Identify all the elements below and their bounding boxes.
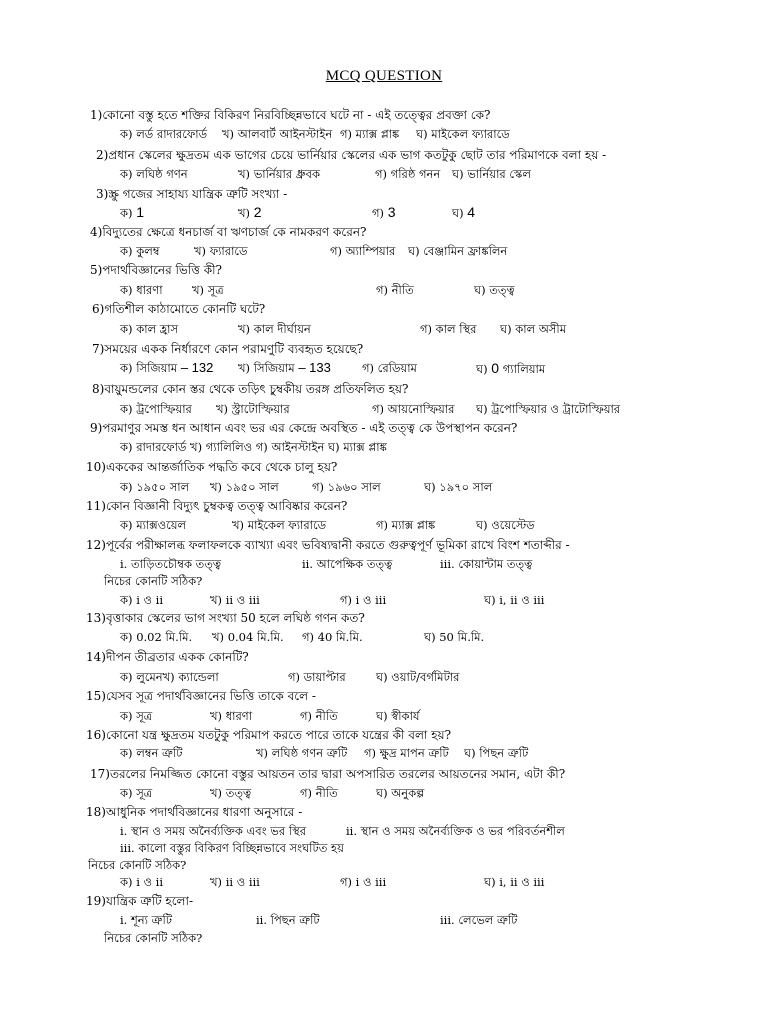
prompt-18: নিচের কোনটি সঠিক? (88, 858, 187, 872)
option-c: গ) ম্যাক্স প্লাঙ্ক (340, 127, 400, 141)
option-d: ঘ) পিছন ত্রুটি (464, 746, 529, 760)
question-6: 6)গতিশীল কাঠামোতে কোনটি ঘটে? (92, 302, 266, 316)
option-a: ক) কুলম্ব (120, 244, 160, 258)
option-b: খ) ১৯৫০ সাল (210, 480, 279, 494)
option-a-prefix: ক) (120, 206, 137, 220)
statement-iii: iii. কালো বস্তুর বিকিরণ বিচ্ছিন্নভাবে সংঘটিত হয় (120, 841, 344, 855)
statement-ii: ii. আপেক্ষিক তত্ত্ব (302, 557, 393, 571)
question-13: 13)বৃত্তাকার স্কেলের ভাগ সংখ্যা 50 হলে লঘিষ্ঠ গণন কত? (86, 611, 365, 625)
option-d: ঘ) মাইকেল ফ্যারাডে (416, 127, 510, 141)
option-c: গ) ১৯৬০ সাল (312, 480, 381, 494)
option-b-value: – 133 (298, 360, 331, 375)
option-d: ঘ) ১৯৭০ সাল (424, 480, 493, 494)
option-a: ক) ১৯৫০ সাল (120, 480, 190, 494)
question-11: 11)কোন বিজ্ঞানী বিদ্যুৎ চুম্বকত্ব তত্ত্ব আবিষ্কার করেন? (86, 499, 348, 513)
option-d: ঘ) স্বীকার্য (376, 709, 420, 723)
option-d-prefix: ঘ) (452, 206, 468, 220)
question-5: 5)পদার্থবিজ্ঞানের ভিত্তি কী? (90, 263, 222, 277)
question-9: 9)পরমাণুর সমস্ত ধন আধান এবং ভর এর কেন্দ্রে অবস্থিত - এই তত্ত্ব কে উপস্থাপন করেন? (90, 421, 518, 435)
option-c: গ) নীতি (300, 786, 338, 800)
option-d (452, 204, 475, 221)
prompt-19: নিচের কোনটি সঠিক? (104, 931, 203, 945)
option-c: গ) আয়নোস্ফিয়ার (372, 402, 455, 416)
option-c: গ) রেডিয়াম (362, 361, 417, 375)
option-b: খ) ii ও iii (210, 875, 260, 889)
option-c: গ) গরিষ্ঠ গনন (375, 167, 441, 181)
option-a: ক) সূত্র (120, 786, 153, 800)
option-d: ঘ) ভার্নিয়ার স্কেল (452, 167, 531, 181)
option-b: খ) মাইকেল ফ্যারাডে (232, 518, 327, 532)
option-a-prefix: ক) সিজিয়াম (120, 361, 181, 375)
option-d: ঘ) কাল অসীম (500, 322, 567, 336)
option-d: ঘ) বেঞ্জামিন ফ্রাঙ্কলিন (408, 244, 508, 258)
option-b (238, 360, 331, 376)
option-a: ক) ট্রপোস্ফিয়ার (120, 402, 192, 416)
option-d: ঘ) i, ii ও iii (484, 593, 545, 607)
option-a: ক) i ও ii (120, 593, 163, 607)
question-7: 7)সময়ের একক নির্ধারণে কোন পরামণুটি ব্যবহৃত হয়েছে? (92, 342, 364, 356)
question-18: 18)আধুনিক পদার্থবিজ্ঞানের ধারণা অনুসারে - (86, 805, 303, 819)
option-a: ক) i ও ii (120, 875, 163, 889)
question-12: 12)পূর্বের পরীক্ষালব্ধ ফলাফলকে ব্যাখ্যা এবং ভবিষ্যদ্বানী করতে গুরুত্বপূর্ণ ভূমিকা রাখে বিংশ শতাব্দীর - (86, 538, 570, 552)
option-b: খ) ভার্নিয়ার ধ্রুবক (238, 167, 321, 181)
question-17: 17)তরলের নিমজ্জিত কোনো বস্তুর আয়তন তার দ্বারা অপসারিত তরলের আয়তনের সমান, এটা কী? (90, 767, 566, 781)
question-15: 15)যেসব সূত্র পদার্থবিজ্ঞানের ভিত্তি তাকে বলে - (86, 689, 316, 703)
option-d-prefix: ঘ) (476, 362, 492, 376)
option-b (238, 204, 262, 221)
question-8: 8)বায়ুমন্ডলের কোন স্তর থেকে তড়িৎ চুম্বকীয় তরঙ্গ প্রতিফলিত হয়? (92, 382, 409, 396)
option-c: গ) 40 মি.মি. (302, 630, 363, 644)
option-b: খ) লঘিষ্ঠ গণন ত্রুটি (256, 746, 348, 760)
option-d: ঘ) অনুকল্প (376, 786, 425, 800)
option-a: ক) লর্ড রাদারফোর্ড (120, 127, 208, 141)
option-c (372, 204, 395, 221)
option-c: গ) ক্ষুদ্র মাপন ত্রুটি (364, 746, 449, 760)
option-c: গ) ডায়াপ্টার (288, 670, 346, 684)
statement-iii: iii. কোয়ান্টাম তত্ত্ব (440, 557, 533, 571)
statement-ii: ii. পিছন ত্রুটি (256, 913, 320, 927)
option-a: ক) 0.02 মি.মি. (120, 630, 193, 644)
option-a (120, 360, 213, 376)
options-9: ক) রাদারফোর্ড খ) গ্যালিলিও গ) আইনস্টাইন ঘ) ম্যাক্স প্লাঙ্ক (120, 440, 387, 454)
option-b: খ) তত্ত্ব (210, 786, 252, 800)
option-d (476, 360, 545, 377)
option-a-value: – 132 (180, 360, 214, 375)
option-b: খ) ফ্যারাডে (194, 244, 248, 258)
option-c: গ) অ্যাম্পিয়ার (330, 244, 396, 258)
option-b: খ) ii ও iii (210, 593, 260, 607)
option-d: ঘ) 50 মি.মি. (424, 630, 485, 644)
option-b: খ) সূত্র (192, 283, 224, 297)
option-c: গ) ম্যাক্স প্লাঙ্ক (376, 518, 436, 532)
option-d: ঘ) ওয়েস্টেড (476, 518, 535, 532)
statement-i: i. স্থান ও সময় অনৈর্ব্যক্তিক এবং ভর স্থির (120, 824, 307, 838)
option-b-prefix: খ) সিজিয়াম (238, 361, 299, 375)
option-c: গ) i ও iii (340, 593, 387, 607)
question-10: 10)এককের আন্তর্জাতিক পদ্ধতি কবে থেকে চালু হয়? (86, 460, 338, 474)
statement-i: i. তাড়িতচৌম্বক তত্ত্ব (120, 557, 222, 571)
option-c-prefix: গ) (372, 206, 388, 220)
option-a: ক) লম্বন ত্রুটি (120, 746, 183, 760)
question-4: 4)বিদ্যুতের ক্ষেত্রে ধনচার্জ বা ঋণচার্জ কে নামকরণ করেন? (90, 225, 367, 239)
option-a: ক) সূত্র (120, 709, 153, 723)
option-d: ঘ) ট্রপোস্ফিয়ার ও ট্রাটোস্ফিয়ার (476, 402, 621, 416)
question-2: 2)প্রধান স্কেলের ক্ষুদ্রতম এক ভাগের চেয়ে ভার্নিয়ার স্কেলের এক ভাগ কতটুকু ছোট তার পরিমাণকে বলা হয় - (96, 148, 607, 162)
option-b: খ) আলবার্ট আইনস্টাইন (222, 127, 333, 141)
option-d: ঘ) তত্ত্ব (474, 283, 515, 297)
prompt-12: নিচের কোনটি সঠিক? (104, 574, 203, 588)
page-title: MCQ QUESTION (325, 68, 443, 84)
option-b: খ) স্ট্রাটোস্ফিয়ার (216, 402, 290, 416)
option-c-value: 3 (387, 204, 396, 220)
statement-i: i. শূন্য ত্রুটি (120, 913, 173, 927)
option-d-value: 0 (491, 360, 500, 376)
question-19: 19)যান্ত্রিক ত্রুটি হলো- (86, 894, 194, 908)
option-a-value: 1 (136, 204, 144, 220)
option-c: গ) i ও iii (340, 875, 387, 889)
option-a (120, 204, 144, 221)
option-d-value: 4 (467, 204, 476, 220)
question-1: 1)কোনো বস্তু হতে শক্তির বিকিরণ নিরবিচ্ছিন্নভাবে ঘটে না - এই তত্ত্বের প্রবক্তা কে? (90, 108, 491, 122)
option-a: ক) কাল হ্রাস (120, 322, 179, 336)
option-d-suffix: গ্যালিয়াম (499, 362, 546, 376)
option-d: ঘ) i, ii ও iii (484, 875, 545, 889)
option-b: খ) ধারণা (210, 709, 253, 723)
option-b: খ) 0.04 মি.মি. (212, 630, 284, 644)
option-a: ক) ধারণা (120, 283, 163, 297)
option-ab: ক) লুমেনখ) ক্যান্ডেলা (120, 670, 219, 684)
question-14: 14)দীপন তীব্রতার একক কোনটি? (86, 650, 249, 664)
option-c: গ) নীতি (376, 283, 414, 297)
option-b-prefix: খ) (238, 206, 254, 220)
option-a: ক) ম্যাক্সওয়েল (120, 518, 187, 532)
option-a: ক) লঘিষ্ঠ গণন (120, 167, 188, 181)
option-d: ঘ) ওয়াট/বর্গমিটার (376, 670, 460, 684)
question-3: 3)স্ক্রু গজের সাহায্য যান্ত্রিক ত্রুটি সংখ্যা - (96, 187, 288, 201)
question-16: 16)কোনো যন্ত্র ক্ষুদ্রতম যতটুকু পরিমাপ করতে পারে তাকে যন্ত্রের কী বলা হয়? (86, 728, 452, 742)
option-b: খ) কাল দীর্ঘায়ন (238, 322, 311, 336)
statement-iii: iii. লেভেল ত্রুটি (440, 913, 518, 927)
statement-ii: ii. স্থান ও সময় অনৈর্ব্যক্তিক ও ভর পরিবর্তনশীল (346, 824, 565, 838)
option-c: গ) নীতি (300, 709, 338, 723)
option-c: গ) কাল স্থির (420, 322, 477, 336)
option-b-value: 2 (253, 204, 262, 220)
